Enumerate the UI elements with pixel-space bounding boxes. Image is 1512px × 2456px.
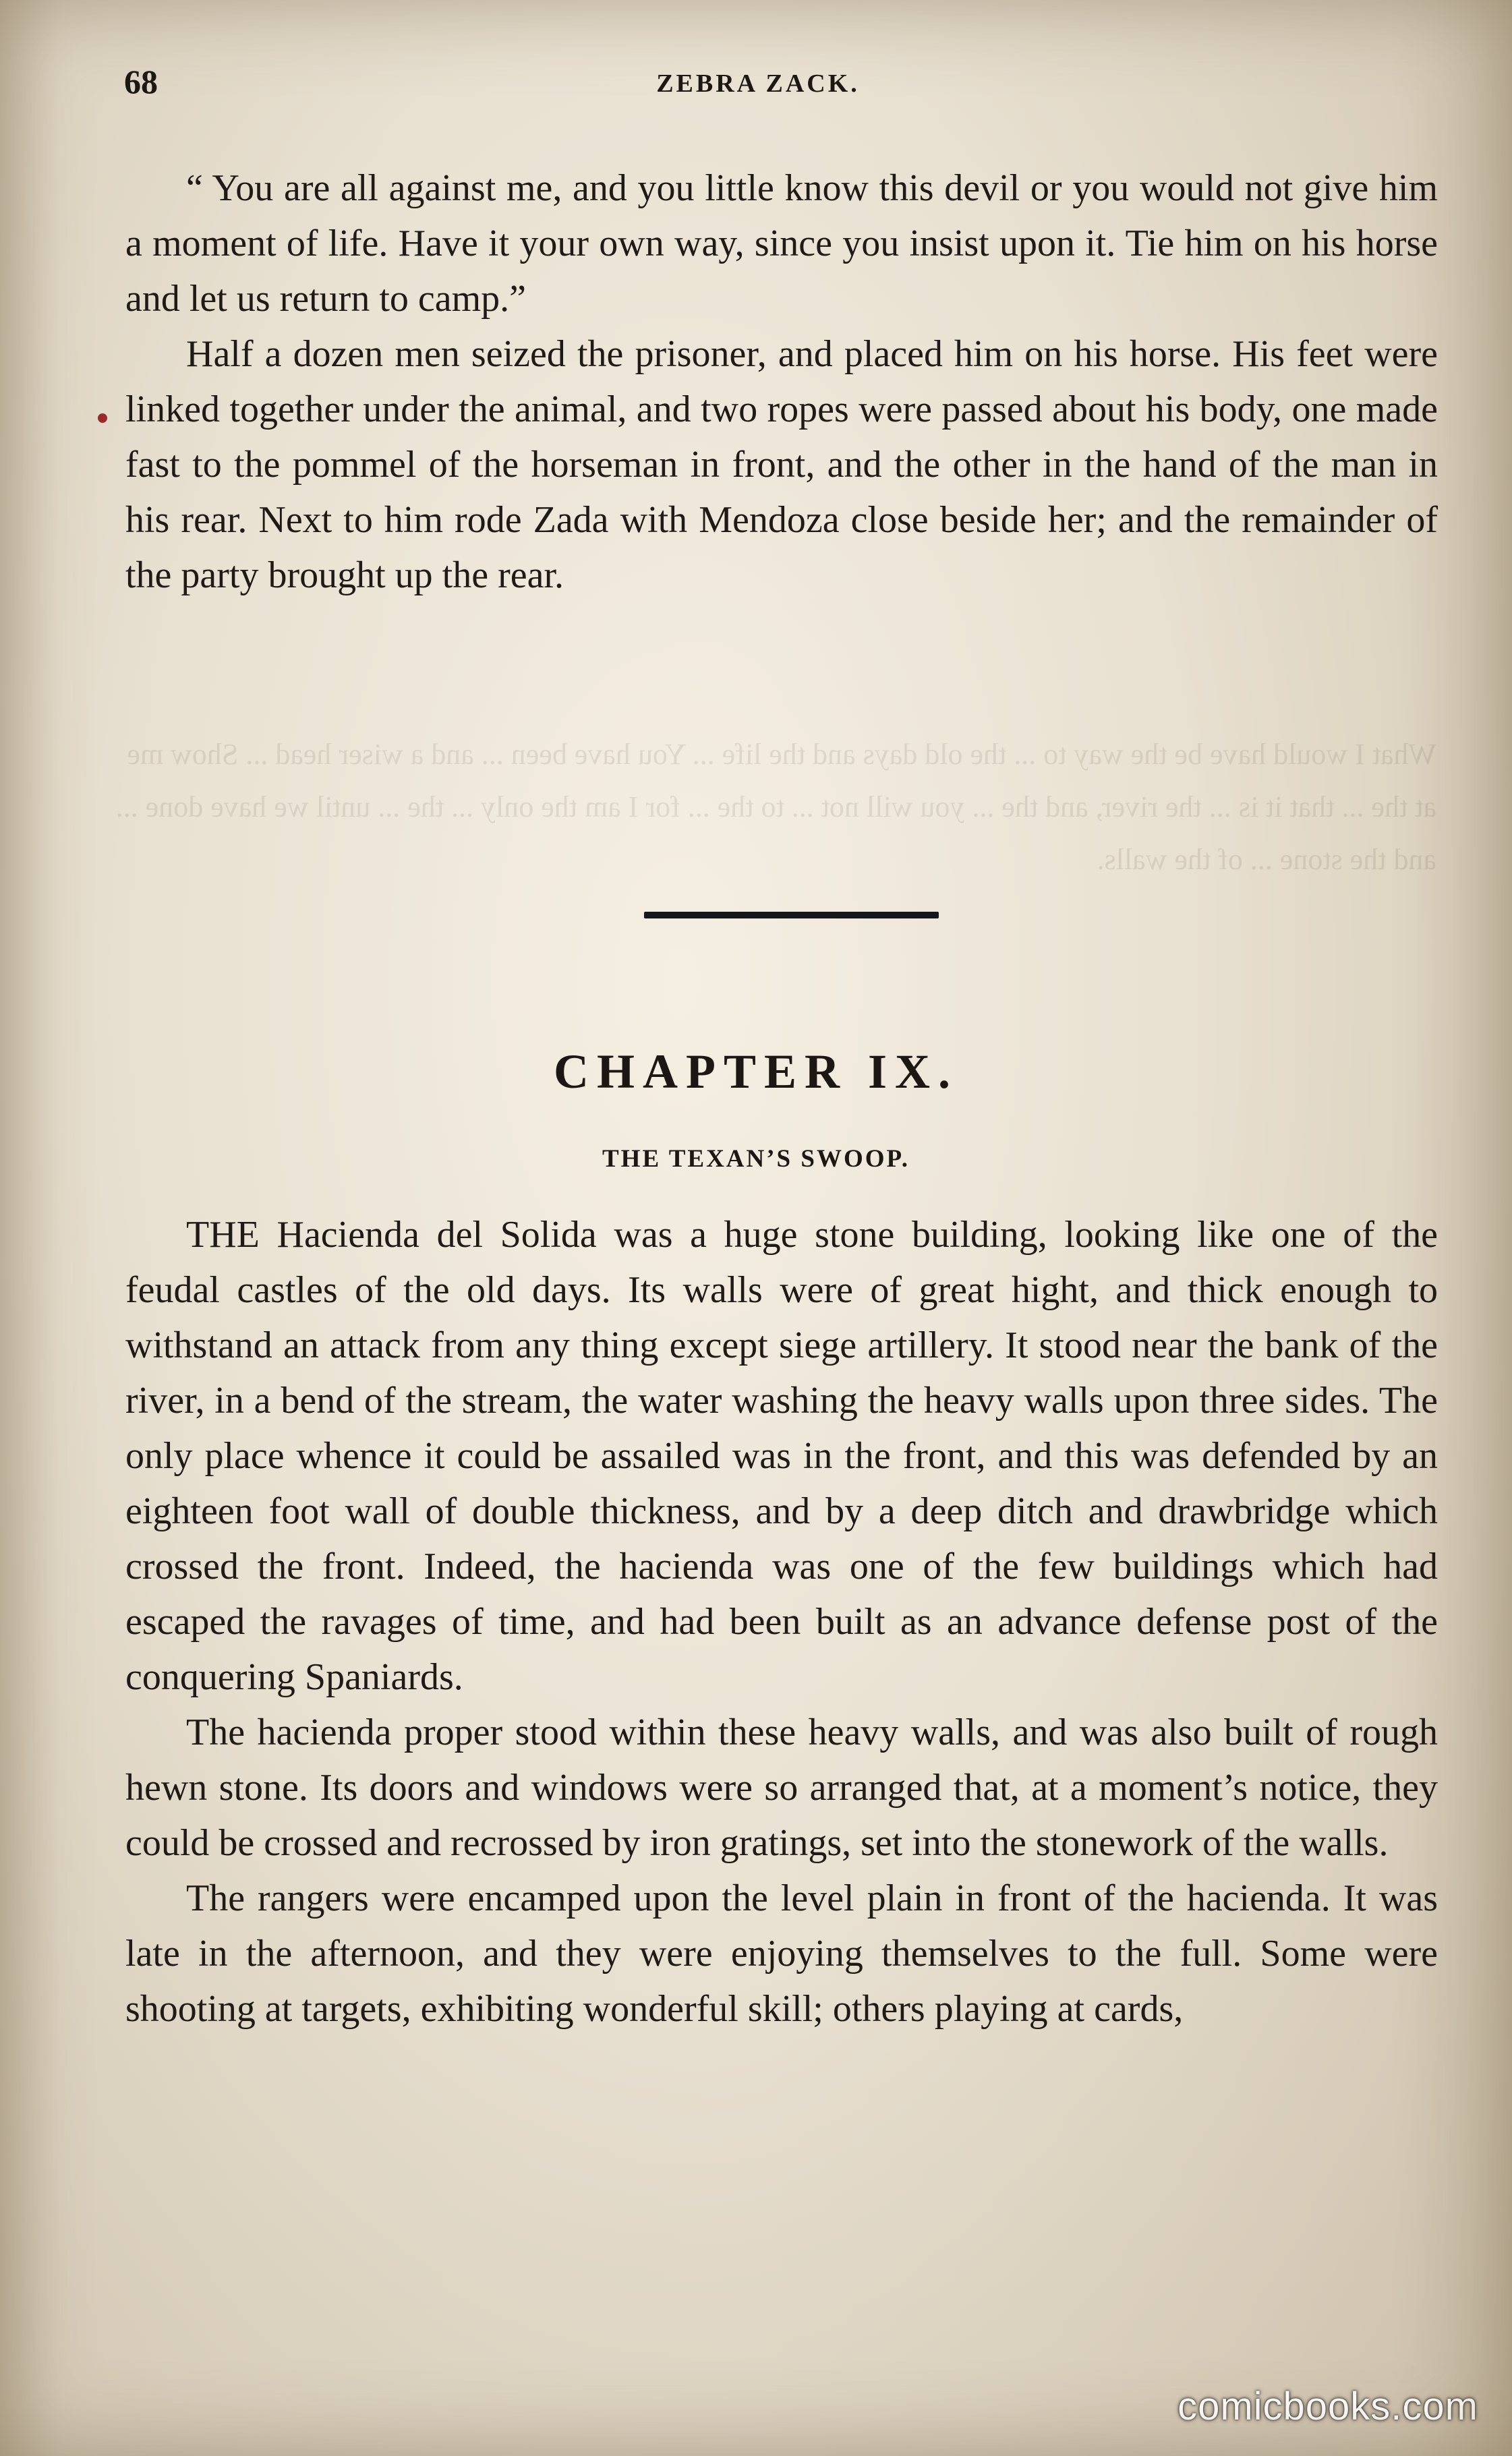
page-number: 68 (124, 63, 158, 100)
margin-ink-dot (98, 413, 107, 423)
show-through-texture: What I would have be the way to ... the old days and the life ... You have been ... and a wiser head ... Show me at the ... that it is ... the river, and the ... you will not ... to the ... for I am the only ... the ... until we have done ... and the stone ... of the walls. (108, 738, 1436, 876)
chapter-subtitle: THE TEXAN’S SWOOP. (602, 1145, 910, 1173)
paragraph-dialogue: “ You are all against me, and you little know this devil or you would not give him a moment of life. Have it your own way, since you insist upon it. Tie him on his horse and let us return to camp.” (125, 167, 1438, 320)
running-head: ZEBRA ZACK. (656, 69, 860, 98)
paragraph-rangers: The rangers were encamped upon the level plain in front of the hacienda. It was late in the afternoon, and they were enjoying themselves to the full. Some were shooting at targets, exhibiting wonderful skill; others playing at cards, (125, 1877, 1438, 2030)
paragraph-hacienda-proper: The hacienda proper stood within these heavy walls, and was also built of rough hewn stone. Its doors and windows were so arranged that, at a moment’s notice, they could be crossed and recrossed by iron gratings, set into the stonework of the walls. (125, 1712, 1438, 1864)
chapter-body (125, 1207, 1438, 2037)
section-divider (644, 912, 939, 918)
chapter-title: CHAPTER IX. (553, 1045, 959, 1099)
paragraph-prisoner: Half a dozen men seized the prisoner, and placed him on his horse. His feet were linked together under the animal, and two ropes were passed about his body, one made fast to the pommel of the horseman in front, and the other in the hand of the man in his rear. Next to him rode Zada with Mendoza close beside her; and the remainder of the party brought up the rear. (125, 333, 1438, 596)
paragraph-hacienda: THE Hacienda del Solida was a huge stone building, looking like one of the feudal castles of the old days. Its walls were of great hight, and thick enough to withstand an attack from any thing except siege artillery. It stood near the bank of the river, in a bend of the stream, the water washing the heavy walls upon three sides. The only place whence it could be assailed was in the front, and this was defended by an eighteen foot wall of double thickness, and by a deep ditch and drawbridge which crossed the front. Indeed, the hacienda was one of the few buildings which had escaped the ravages of time, and had been built as an advance defense post of the conquering Spaniards. (125, 1214, 1438, 1698)
top-text-block (125, 160, 1438, 603)
watermark: comicbooks.com (1177, 2385, 1478, 2428)
page-header (124, 62, 1392, 116)
